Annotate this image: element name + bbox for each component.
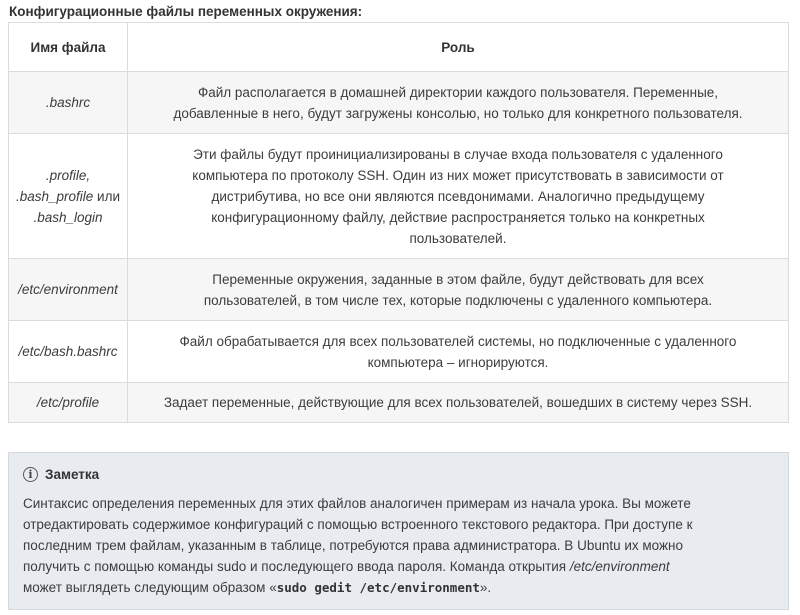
file-name: /etc/bash.bashrc [18,344,118,359]
table-caption: Конфигурационные файлы переменных окружения: [9,4,363,19]
role-cell: Файл обрабатывается для всех пользователей системы, но подключенные с удаленного компьютера – игнорируются. [128,321,789,383]
file-name-cell [9,72,128,134]
table-row [9,321,789,383]
file-name: .bash_login [33,209,103,225]
file-name-or: или [93,188,121,204]
file-name: /etc/profile [36,395,100,410]
file-name-cell [9,383,128,423]
role-cell: Эти файлы будут проинициализированы в случае входа пользователя с удаленного компьютера по протоколу SSH. Один из них может присутствовать в зависимости от дистрибутива, но все они являются псевдонимами. Аналогично предыдущему конфигурационному файлу, действие распространяется только на конкретных пользователей. [128,134,789,259]
table-row [9,259,789,321]
file-name-cell [9,321,128,383]
role-cell: Файл располагается в домашней директории каждого пользователя. Переменные, добавленные в него, будут загружены консолью, но только для конкретного пользователя. [128,72,789,134]
note-file-name: /etc/environment [569,559,670,574]
role-cell: Переменные окружения, заданные в этом файле, будут действовать для всех пользователей, в том числе тех, которые подключены с удаленного компьютера. [128,259,789,321]
file-name: .bash_profile [15,188,94,204]
table-row [9,72,789,134]
table-row [9,134,789,259]
file-name-cell [9,134,128,259]
file-name-cell [9,259,128,321]
env-files-table [8,22,789,423]
note-text: Синтаксис определения переменных для этих файлов аналогичен примерам из начала урока. Вы можете отредактировать содержимое конфигураций с помощью встроенного текстового редактора. При доступе к последним трем файлам, указанным в таблице, потребуются права администратора. В Ubuntu их можно получить с помощью команды sudo и последующего ввода пароля. Команда открытия /etc/environment может выглядеть следующим образом «sudo gedit /etc/environment». [23,496,693,595]
info-icon: i [23,467,38,482]
note-header [23,461,774,487]
note-command: sudo gedit /etc/environment [276,580,480,595]
file-name: .bashrc [45,95,91,110]
header-file-name: Имя файла [9,23,128,72]
header-role: Роль [128,23,789,72]
note-box [8,452,789,610]
note-title: Заметка [45,466,100,482]
role-cell: Задает переменные, действующие для всех пользователей, вошедших в систему через SSH. [128,383,789,423]
file-name: /etc/environment [18,282,118,297]
file-name: .profile, [45,167,91,183]
table-row [9,383,789,423]
table-header-row [9,23,789,72]
